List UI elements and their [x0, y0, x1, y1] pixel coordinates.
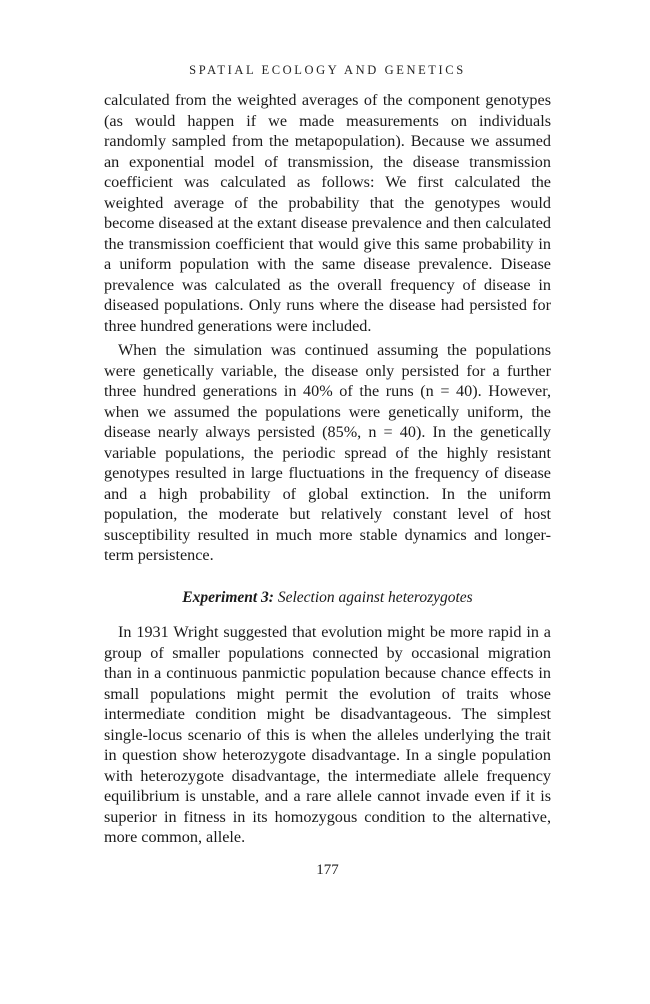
section-heading-label: Experiment 3:	[182, 589, 274, 606]
running-head: SPATIAL ECOLOGY AND GENETICS	[189, 63, 466, 77]
paragraph-1: calculated from the weighted averages of the component genotypes (as would happen if we made measurements on individuals randomly sampled from the metapopulation). Because we assumed an exponential model of transmission, the disease transmission coefficient was calculated as follows: We first calculated the weighted average of the probability that the genotypes would become diseased at the extant disease prevalence and then calculated the transmission coefficient that would give this same probability in a uniform population with the same disease prevalence. Disease prevalence was calculated as the overall frequency of disease in diseased populations. Only runs where the disease had persisted for three hundred generations were included.	[104, 91, 551, 335]
page-number: 177	[316, 862, 339, 878]
section-heading	[104, 589, 551, 607]
paragraph-2: When the simulation was continued assuming the populations were genetically variable, the disease only persisted for a further three hundred generations in 40% of the runs (n = 40). However, when we assumed the populations were genetically uniform, the disease nearly always persisted (85%, n = 40). In the genetically variable populations, the periodic spread of the highly resistant genotypes resulted in large fluctuations in the frequency of disease and a high probability of global extinction. In the uniform population, the moderate but relatively constant level of host susceptibility resulted in much more stable dynamics and longer-term persistence.	[104, 341, 551, 564]
section-heading-title: Selection against heterozygotes	[277, 589, 473, 606]
paragraph-3: In 1931 Wright suggested that evolution might be more rapid in a group of smaller populations connected by occasional migration than in a continuous panmictic population because chance effects in small populations might permit the evolution of traits whose intermediate condition might be disadvantageous. The simplest single-locus scenario of this is when the alleles underlying the trait in question show heterozygote disadvantage. In a single population with heterozygote disadvantage, the intermediate allele frequency equilibrium is unstable, and a rare allele cannot invade even if it is superior in fitness in its homozygous condition to the alternative, more common, allele.	[104, 623, 551, 846]
